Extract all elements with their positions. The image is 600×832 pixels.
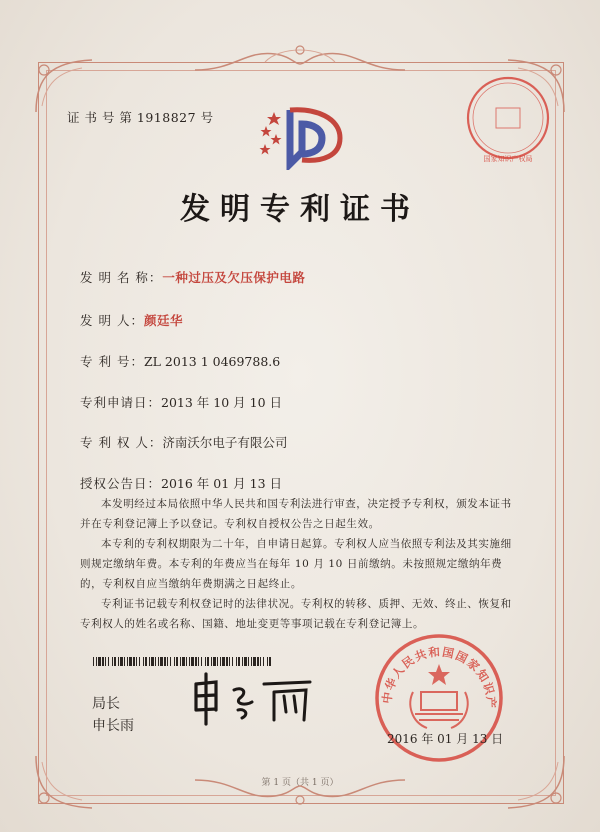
barcode-bar — [248, 657, 249, 666]
barcode-bar — [213, 657, 216, 666]
barcode-bar — [167, 657, 168, 666]
barcode-bar — [143, 657, 144, 666]
barcode-bar — [105, 657, 106, 666]
certificate-title: 发明专利证书 — [180, 192, 420, 227]
barcode-bar — [205, 657, 206, 666]
barcode-bar — [149, 657, 150, 666]
barcode-bar — [112, 657, 113, 666]
corner-ornament-top-left — [32, 56, 102, 116]
field-label: 专利申请日： — [80, 395, 162, 410]
field-application-date — [80, 393, 282, 411]
field-invention-name — [80, 268, 305, 286]
barcode-bar — [186, 657, 187, 666]
barcode-bar — [145, 657, 147, 666]
barcode-bar — [195, 657, 197, 666]
barcode-bar — [133, 657, 135, 666]
barcode-bar — [118, 657, 119, 666]
barcode-bar — [170, 657, 171, 666]
signature-title: 局长 — [92, 696, 120, 712]
signature-name: 申长雨 — [92, 718, 134, 734]
field-label: 发 明 名 称： — [80, 270, 163, 285]
barcode-bar — [207, 657, 209, 666]
barcode-bar — [98, 657, 101, 666]
barcode-bar — [191, 657, 194, 666]
official-seal — [371, 630, 507, 770]
barcode-bar — [263, 657, 264, 666]
certificate-number-value: 1918827 — [136, 110, 197, 125]
body-paragraph: 专利证书记载专利权登记时的法律状况。专利权的转移、质押、无效、终止、恢复和专利权人的姓名或名称、国籍、地址变更等事项记载在专利登记簿上。 — [80, 598, 512, 630]
barcode-bar — [220, 657, 221, 666]
barcode-bar — [211, 657, 212, 666]
barcode-bar — [176, 657, 178, 666]
field-label: 专 利 号： — [80, 354, 144, 369]
barcode-bar — [180, 657, 181, 666]
barcode-bar — [164, 657, 166, 666]
barcode-bar — [124, 657, 125, 666]
barcode-bar — [158, 657, 159, 666]
patent-office-logo-icon — [256, 104, 346, 174]
barcode-bar — [238, 657, 240, 666]
barcode-bar — [127, 657, 128, 666]
field-value: 颜廷华 — [143, 313, 183, 328]
field-label: 专 利 权 人： — [80, 435, 163, 450]
barcode-bar — [267, 657, 268, 666]
barcode-bar — [198, 657, 199, 666]
barcode-bar — [108, 657, 109, 666]
barcode-bar — [182, 657, 185, 666]
barcode-bar — [222, 657, 225, 666]
certificate-number-suffix: 号 — [200, 110, 214, 125]
seal-date: 2016 年 01 月 13 日 — [387, 732, 504, 746]
field-value: ZL 2013 1 0469788.6 — [143, 354, 281, 369]
barcode-bar — [160, 657, 163, 666]
handwritten-signature — [190, 670, 320, 732]
field-label: 发 明 人： — [80, 313, 144, 328]
barcode — [93, 651, 273, 660]
certificate-number — [67, 108, 214, 126]
certificate-body — [80, 494, 520, 634]
field-value: 一种过压及欠压保护电路 — [162, 270, 306, 285]
barcode-bar — [260, 657, 261, 666]
barcode-bar — [226, 657, 228, 666]
barcode-bar — [93, 657, 94, 666]
barcode-bar — [129, 657, 132, 666]
svg-text:中华人民共和国国家知识产权局 — [371, 630, 498, 710]
barcode-bar — [136, 657, 137, 666]
barcode-bar — [102, 657, 104, 666]
barcode-bar — [242, 657, 243, 666]
barcode-bar — [257, 657, 259, 666]
field-patent-number — [80, 352, 280, 370]
barcode-bar — [269, 657, 271, 666]
barcode-bar — [96, 657, 97, 666]
barcode-bar — [174, 657, 175, 666]
field-inventor — [80, 311, 183, 329]
barcode-bar — [229, 657, 230, 666]
barcode-bar — [201, 657, 202, 666]
top-center-ornament — [195, 40, 405, 76]
field-value: 2013 年 10 月 10 日 — [161, 395, 283, 410]
field-value: 济南沃尔电子有限公司 — [162, 435, 288, 450]
barcode-bar — [155, 657, 156, 666]
barcode-bar — [236, 657, 237, 666]
small-seal — [462, 72, 554, 168]
body-paragraph: 本发明经过本局依照中华人民共和国专利法进行审查，决定授予专利权，颁发本证书并在专利登记簿上予以登记。专利权自授权公告之日起生效。 — [80, 498, 512, 530]
barcode-bar — [139, 657, 140, 666]
page-number: 第 1 页（共 1 页） — [261, 778, 339, 788]
barcode-bar — [251, 657, 252, 666]
small-seal-text: 国家知识产权局 — [483, 155, 533, 163]
barcode-bar — [253, 657, 256, 666]
field-label: 授权公告日： — [80, 476, 162, 491]
body-paragraph: 本专利的专利权期限为二十年，自申请日起算。专利权人应当依照专利法及其实施细则规定缴纳年费。本专利的年费应当在每年 10 月 10 日前缴纳。未按照规定缴纳年费的，专利权自应当缴纳年费期满之日起终止。 — [80, 538, 512, 590]
seal-text: 中华人民共和国国家知识产 — [379, 644, 499, 710]
barcode-bar — [217, 657, 218, 666]
barcode-bar — [151, 657, 154, 666]
certificate-number-label: 证 书 号 第 — [67, 110, 133, 125]
barcode-bar — [189, 657, 190, 666]
barcode-bar — [114, 657, 116, 666]
field-patentee — [80, 433, 287, 451]
barcode-bar — [244, 657, 247, 666]
barcode-bar — [232, 657, 233, 666]
field-grant-date — [80, 474, 282, 492]
field-value: 2016 年 01 月 13 日 — [161, 476, 283, 491]
barcode-bar — [120, 657, 123, 666]
